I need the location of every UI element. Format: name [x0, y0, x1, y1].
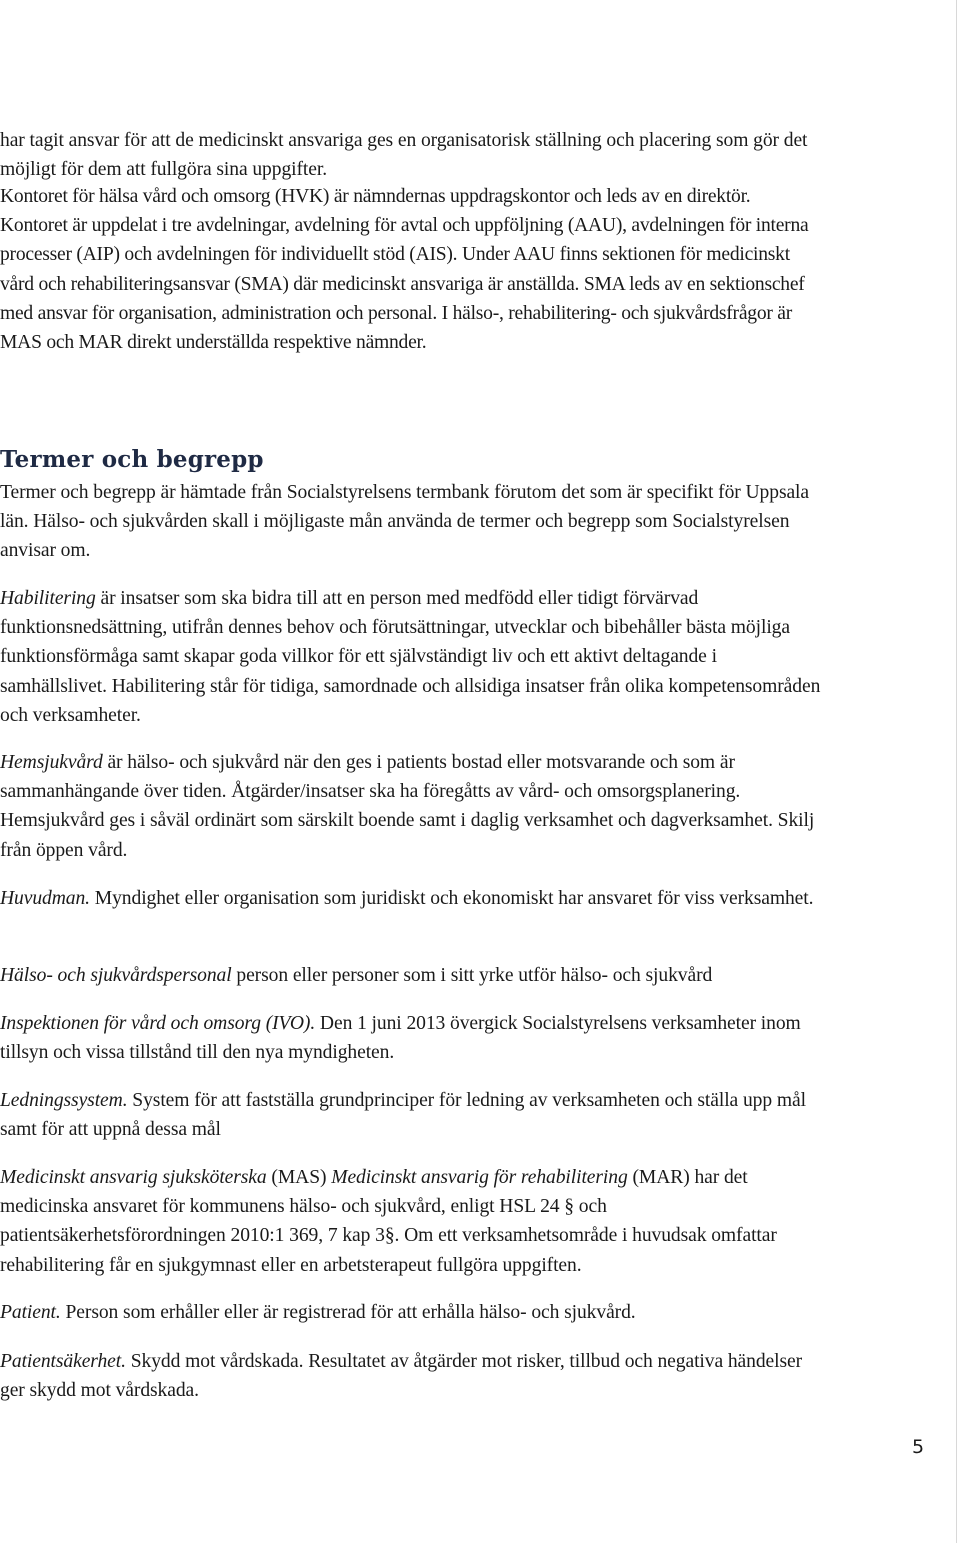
term-definition: Person som erhåller eller är registrerad för att erhålla hälso- och sjukvård.	[60, 1302, 636, 1323]
term-label: Habilitering	[0, 588, 96, 609]
term-definition: . Om ett verksamhetsområde i huvudsak omfattar rehabilitering får en sjukgymnast eller en arbetsterapeut fullgöra uppgiften.	[0, 1225, 777, 1276]
term-label: Medicinskt ansvarig för rehabilitering	[331, 1167, 628, 1188]
term-label: Huvudman.	[0, 888, 90, 909]
term-label: Patientsäkerhet.	[0, 1351, 126, 1372]
term-label: Hemsjukvård	[0, 752, 103, 773]
term-label: Inspektionen för vård och omsorg (IVO).	[0, 1013, 316, 1034]
term-habilitering	[0, 584, 822, 730]
term-hemsjukvard	[0, 748, 822, 865]
term-huvudman	[0, 884, 822, 913]
section-symbol: §	[564, 1196, 574, 1218]
term-label: Patient.	[0, 1302, 61, 1323]
term-definition: System för att fastställa grundprinciper för ledning av verksamheten och ställa upp mål samt för att uppnå dessa mål	[0, 1090, 806, 1141]
term-ivo	[0, 1009, 822, 1067]
term-mas-mar	[0, 1163, 822, 1280]
term-definition: är insatser som ska bidra till att en person med medfödd eller tidigt förvärvad funktionsnedsättning, utifrån dennes behov och förutsättningar, utvecklar och bibehåller bästa möjliga funktionsförmåga samt skapar goda villkor för ett självständigt liv och ett aktivt deltagande i samhällslivet. Habilitering står för tidiga, samordnade och allsidiga insatser från olika kompetensområden och verksamheter.	[0, 588, 821, 726]
term-definition: är hälso- och sjukvård när den ges i patients bostad eller motsvarande och som är sammanhängande över tiden. Åtgärder/insatser ska ha föregåtts av vård- och omsorgsplanering. Hemsjukvård ges i såväl ordinärt som särskilt boende samt i daglig verksamhet och dagverksamhet. Skilj från öppen vård.	[0, 752, 815, 861]
section-symbol: §	[384, 1225, 395, 1247]
term-label: Ledningssystem.	[0, 1090, 128, 1111]
paragraph-hvk: Kontoret för hälsa vård och omsorg (HVK) är nämndernas uppdragskontor och leds av en direktör. Kontoret är uppdelat i tre avdelningar, avdelning för avtal och uppföljning (AAU), avdelningen för interna processer (AIP) och avdelningen för individuellt stöd (AIS). Under AAU finns sektionen för medicinskt vård och rehabiliteringsansvar (SMA) där medicinskt ansvariga är anställda. SMA leds av en sektionschef med ansvar för organisation, administration och personal. I hälso-, rehabilitering- och sjukvårdsfrågor är MAS och MAR direkt underställda respektive nämnder.	[0, 186, 809, 354]
term-definition: (MAR) har det medicinska ansvaret för kommunens hälso- och sjukvård, enligt HSL 24	[0, 1167, 748, 1218]
term-label: Medicinskt ansvarig sjuksköterska	[0, 1167, 267, 1188]
term-patientsakerhet	[0, 1347, 822, 1405]
section-intro: Termer och begrepp är hämtade från Socialstyrelsens termbank förutom det som är specifikt för Uppsala län. Hälso- och sjukvården skall i möjligaste mån använda de termer och begrepp som Socialstyrelsen anvisar om.	[0, 482, 810, 562]
term-definition: Den 1 juni 2013 övergick Socialstyrelsens verksamheter inom tillsyn och vissa tillstånd till den nya myndigheten.	[0, 1013, 801, 1064]
term-definition: Skydd mot vårdskada. Resultatet av åtgärder mot risker, tillbud och negativa händelser ger skydd mot vårdskada.	[0, 1351, 803, 1402]
paragraph-organisation: har tagit ansvar för att de medicinskt ansvariga ges en organisatorisk ställning och placering som gör det möjligt för dem att fullgöra sina uppgifter.	[0, 130, 808, 181]
term-ledningssystem	[0, 1086, 822, 1144]
page-number: 5	[912, 1436, 925, 1458]
term-patient	[0, 1298, 822, 1327]
section-heading: Termer och begrepp	[0, 446, 264, 473]
term-definition: och patientsäkerhetsförordningen 2010:1 369, 7 kap 3	[0, 1196, 607, 1247]
term-label: Hälso- och sjukvårdspersonal	[0, 965, 232, 986]
term-abbrev: (MAS)	[266, 1167, 332, 1188]
term-definition: person eller personer som i sitt yrke utför hälso- och sjukvård	[231, 965, 713, 986]
term-halso-sjukvardspersonal	[0, 961, 822, 990]
term-definition: Myndighet eller organisation som juridiskt och ekonomiskt har ansvaret för viss verksamhet.	[89, 888, 814, 909]
